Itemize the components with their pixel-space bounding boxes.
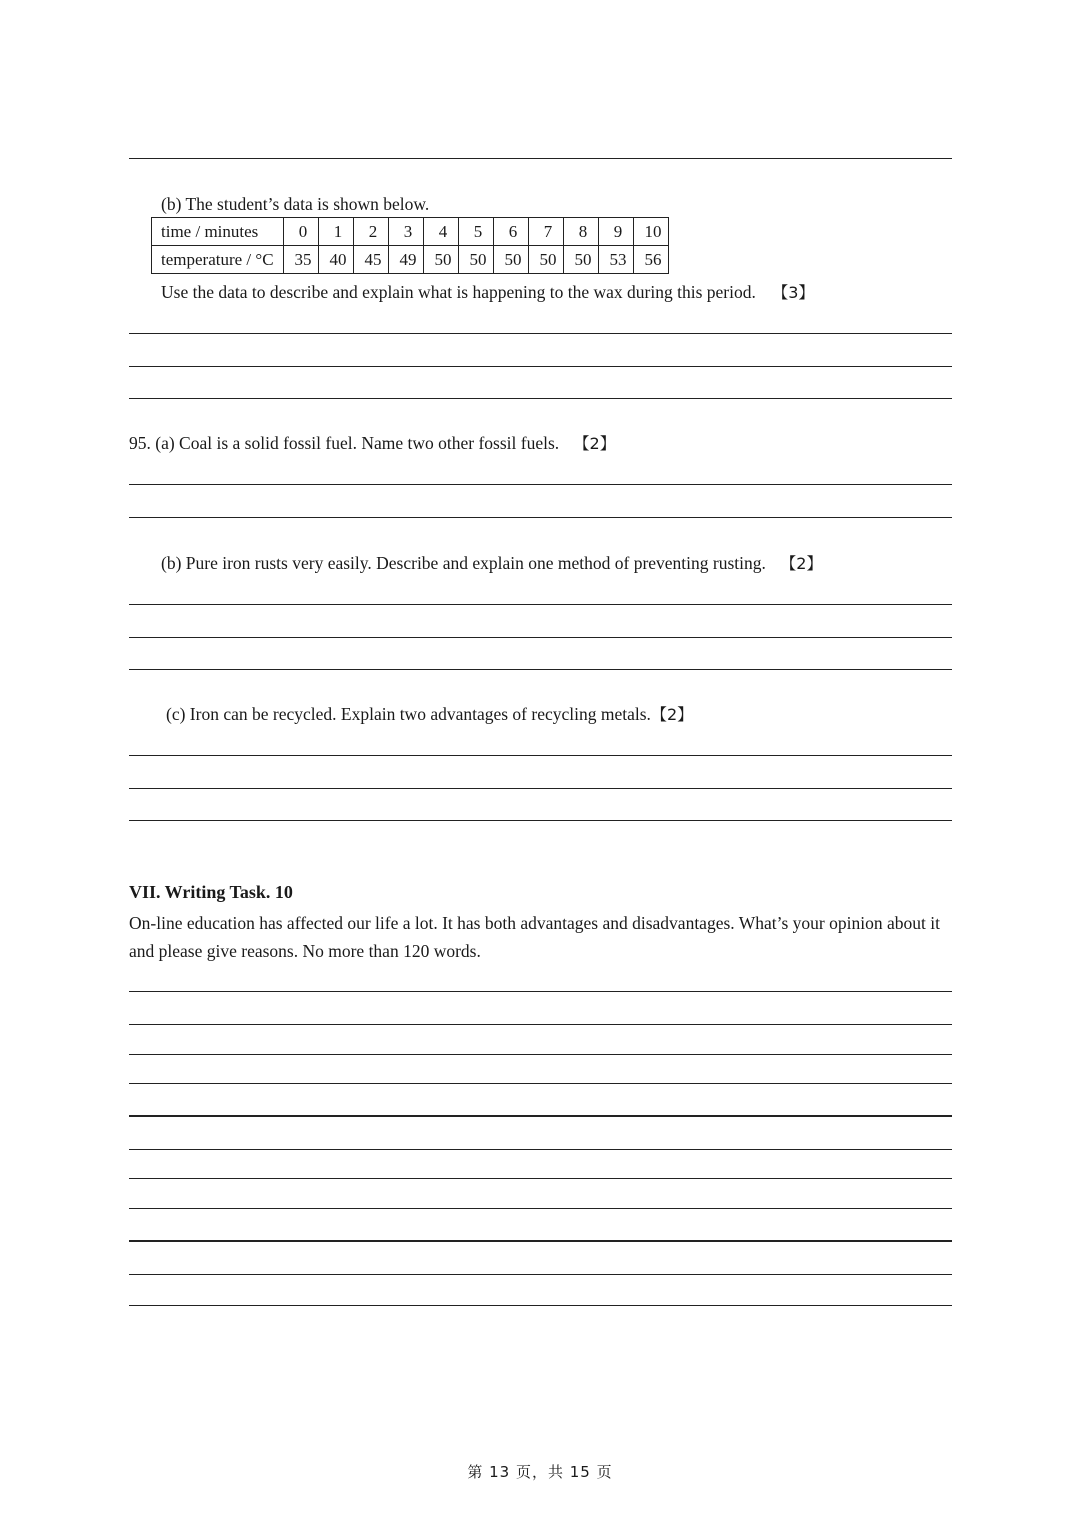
table-cell: 50 [423, 246, 458, 274]
writing-line [129, 991, 952, 992]
question-95a [129, 432, 616, 455]
section-heading: VII. Writing Task. 10 [129, 882, 293, 902]
writing-line [129, 1115, 952, 1117]
table-cell: 10 [633, 218, 668, 246]
answer-line [129, 637, 952, 638]
question-text: 95. (a) Coal is a solid fossil fuel. Name two other fossil fuels. [129, 433, 560, 453]
table-cell: 3 [388, 218, 423, 246]
writing-line [129, 1274, 952, 1275]
table-cell: 40 [318, 246, 353, 274]
table-cell: 6 [493, 218, 528, 246]
table-cell: 4 [423, 218, 458, 246]
row-label-temperature: temperature / °C [152, 246, 284, 274]
answer-line [129, 669, 952, 670]
writing-line [129, 1149, 952, 1150]
writing-line [129, 1305, 952, 1306]
writing-line [129, 1240, 952, 1242]
answer-line [129, 604, 952, 605]
table-cell: 0 [283, 218, 318, 246]
table-cell: 53 [598, 246, 633, 274]
question-text: (c) Iron can be recycled. Explain two advantages of recycling metals. [166, 704, 651, 724]
writing-task-prompt: On-line education has affected our life a lot. It has both advantages and disadvantages. What’s your opinion about it and please give reasons. No more than 120 words. [129, 913, 940, 961]
writing-line [129, 1054, 952, 1055]
answer-line [129, 158, 952, 159]
question-text: Use the data to describe and explain what is happening to the wax during this period. [161, 282, 756, 302]
wax-data-table [151, 217, 669, 274]
question-95c [166, 703, 693, 726]
question-text: (b) Pure iron rusts very easily. Describe and explain one method of preventing rusting. [161, 553, 766, 573]
answer-line [129, 366, 952, 367]
marks-label: 【2】 [573, 434, 616, 453]
writing-line [129, 1208, 952, 1209]
answer-line [129, 517, 952, 518]
writing-line [129, 1024, 952, 1025]
table-cell: 50 [528, 246, 563, 274]
table-cell: 7 [528, 218, 563, 246]
answer-line [129, 788, 952, 789]
answer-line [129, 820, 952, 821]
answer-line [129, 755, 952, 756]
marks-label: 【2】 [780, 554, 823, 573]
table-cell: 45 [353, 246, 388, 274]
table-cell: 5 [458, 218, 493, 246]
table-cell: 9 [598, 218, 633, 246]
table-row-time [152, 218, 669, 246]
table-cell: 1 [318, 218, 353, 246]
question-94b-intro: (b) The student’s data is shown below. [161, 194, 430, 214]
question-95b [161, 552, 822, 575]
writing-line [129, 1083, 952, 1084]
table-cell: 50 [458, 246, 493, 274]
table-cell: 2 [353, 218, 388, 246]
row-label-time: time / minutes [152, 218, 284, 246]
table-cell: 8 [563, 218, 598, 246]
answer-line [129, 333, 952, 334]
table-row-temperature [152, 246, 669, 274]
answer-line [129, 484, 952, 485]
table-cell: 49 [388, 246, 423, 274]
table-cell: 50 [563, 246, 598, 274]
table-cell: 56 [633, 246, 668, 274]
marks-label: 【2】 [650, 705, 694, 724]
page-number-footer: 第 13 页，共 15 页 [467, 1463, 613, 1481]
marks-label: 【3】 [772, 283, 815, 302]
answer-line [129, 398, 952, 399]
question-94b-prompt [161, 281, 814, 304]
writing-line [129, 1178, 952, 1179]
table-cell: 35 [283, 246, 318, 274]
table-cell: 50 [493, 246, 528, 274]
